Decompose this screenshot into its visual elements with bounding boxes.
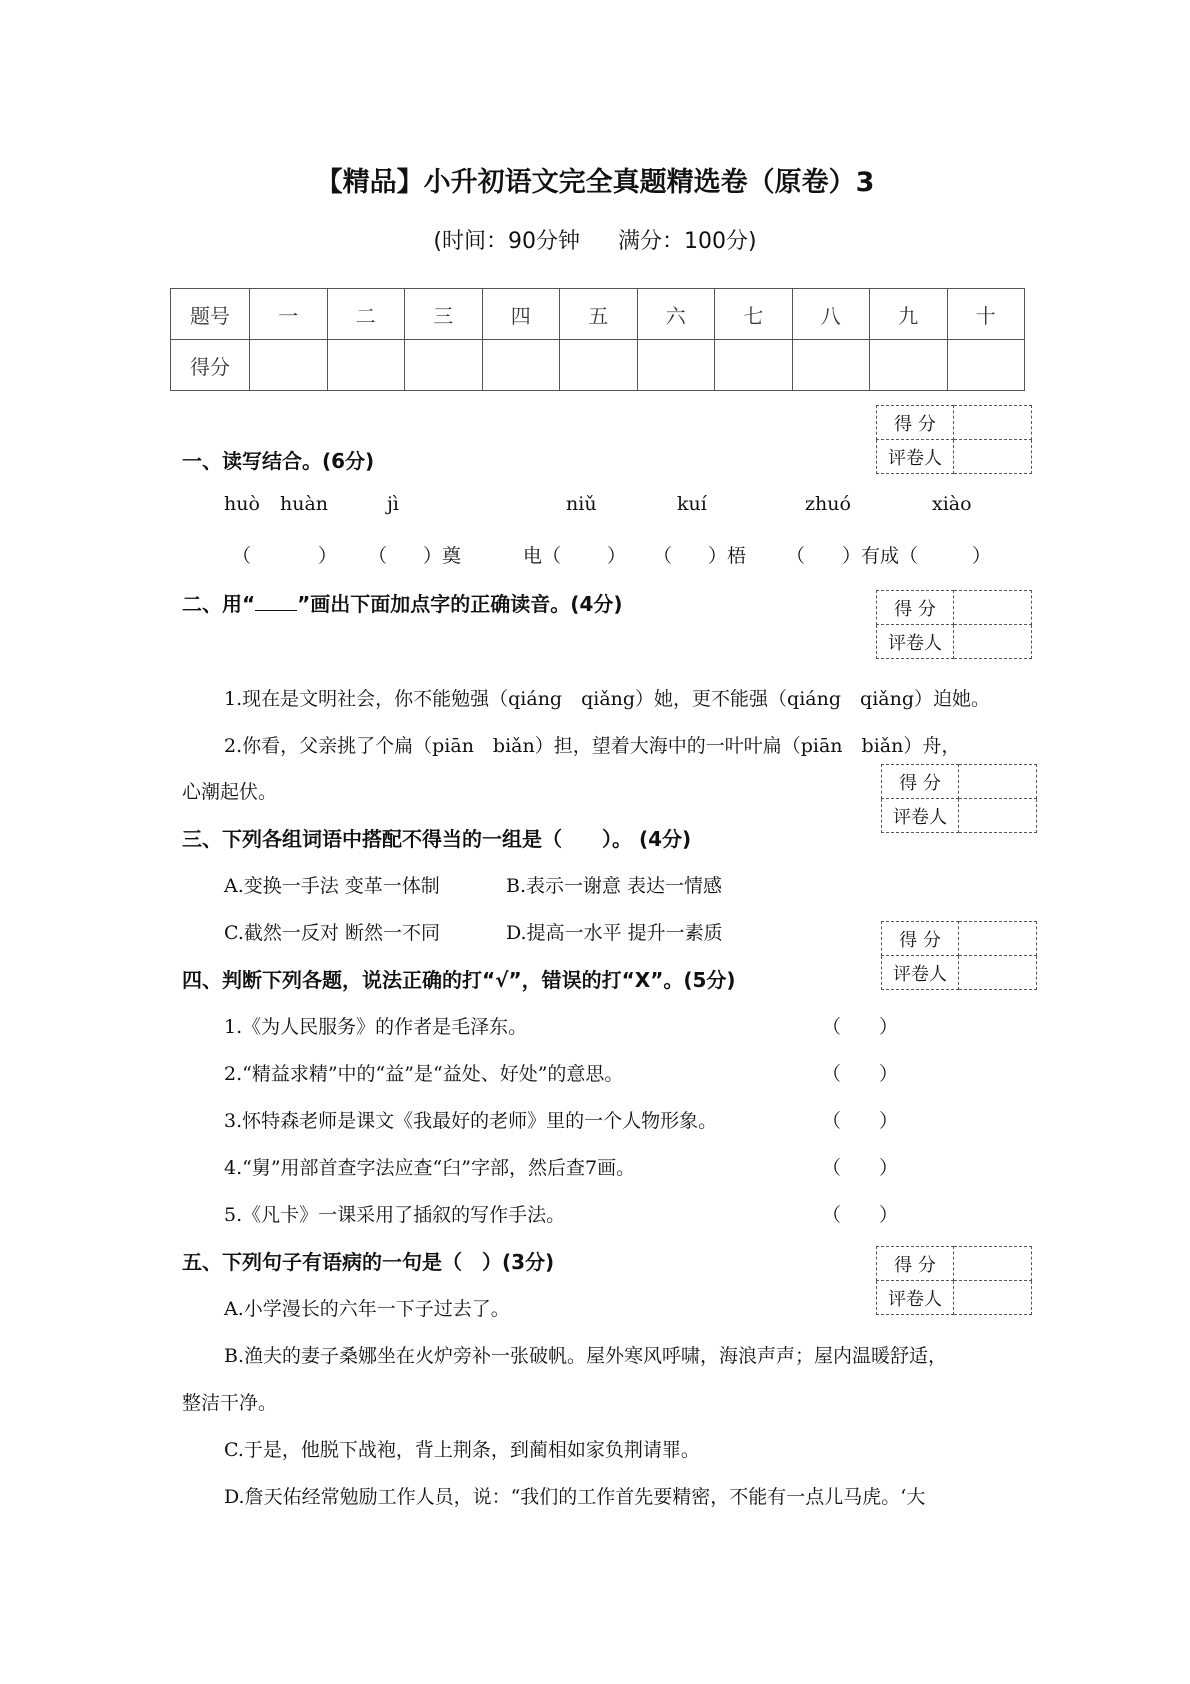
pinyin-2: huàn [280,493,329,515]
judge-item-1: 1.《为人民服务》的作者是毛泽东。 [224,1016,528,1038]
score-table-col-6: 六 [637,289,715,340]
section-2-q2-line1: 2.你看，父亲挑了个扁（piān biǎn）担，望着大海中的一叶叶扁（piān biǎn）舟， [224,735,961,757]
judge-answer-1[interactable]: （ ） [822,1016,899,1038]
blank-5-close: ）有成（ [842,545,919,567]
score-table-col-9: 九 [870,289,948,340]
grade-box-score-cell[interactable] [959,922,1037,956]
grade-box-sec2 [876,590,1032,659]
blank-5-open: （ [786,545,806,567]
judge-item-5: 5.《凡卡》一课采用了插叙的写作手法。 [224,1204,566,1226]
exam-time: (时间：90分钟 [433,229,580,254]
section-3-option-c: C.截然一反对 断然一不同 [224,922,440,944]
score-table-col-1: 一 [250,289,328,340]
grade-box-sec1 [876,405,1032,474]
score-table-label-score: 得分 [171,340,250,391]
blank-2-open: （ [368,545,388,567]
grade-box-score-label: 得 分 [882,922,959,956]
blank-4-close: ）梧 [708,545,747,567]
section-5-option-a: A.小学漫长的六年一下子过去了。 [224,1298,510,1320]
grade-box-grader-cell[interactable] [954,625,1032,659]
grade-box-score-label: 得 分 [877,406,954,440]
grade-box-score-cell[interactable] [959,765,1037,799]
grade-box-grader-cell[interactable] [959,799,1037,833]
score-table-label-number: 题号 [171,289,250,340]
section-3-title: 三、下列各组词语中搭配不得当的一组是（ ）。 (4分) [182,827,692,851]
grade-box-grader-cell[interactable] [954,440,1032,474]
judge-answer-4[interactable]: （ ） [822,1157,899,1179]
score-table [170,288,1025,391]
blank-1-open: （ [232,545,252,567]
section-3-option-a: A.变换一手法 变革一体制 [224,875,440,897]
judge-answer-2[interactable]: （ ） [822,1063,899,1085]
judge-answer-5[interactable]: （ ） [822,1204,899,1226]
section-1-title: 一、读写结合。(6分) [182,449,375,473]
score-table-col-8: 八 [792,289,870,340]
grade-box-sec3 [881,764,1037,833]
judge-item-3: 3.怀特森老师是课文《我最好的老师》里的一个人物形象。 [224,1110,718,1132]
section-5-option-b-line2: 整洁干净。 [182,1392,278,1414]
pinyin-5: kuí [677,493,707,515]
score-cell-8[interactable] [792,340,870,391]
grade-box-grader-label: 评卷人 [882,956,959,990]
judge-answer-3[interactable]: （ ） [822,1110,899,1132]
score-cell-1[interactable] [250,340,328,391]
blank-2-close: ）奠 [423,545,462,567]
pinyin-1: huò [224,493,260,515]
grade-box-grader-label: 评卷人 [877,1281,954,1315]
grade-box-score-cell[interactable] [954,406,1032,440]
grade-box-sec4 [881,921,1037,990]
section-5-option-b-line1: B.渔夫的妻子桑娜坐在火炉旁补一张破帆。屋外寒风呼啸，海浪声声；屋内温暖舒适， [224,1345,948,1367]
score-table-row-numbers [171,289,1025,340]
section-5-option-c: C.于是，他脱下战袍，背上荆条，到蔺相如家负荆请罪。 [224,1439,700,1461]
grade-box-grader-label: 评卷人 [877,625,954,659]
blank-4-open: （ [653,545,673,567]
score-table-col-3: 三 [405,289,483,340]
pinyin-6: zhuó [805,493,851,515]
grade-box-score-cell[interactable] [954,1247,1032,1281]
score-table-col-7: 七 [715,289,793,340]
score-table-col-10: 十 [947,289,1025,340]
section-2-q2-line2: 心潮起伏。 [182,781,278,803]
section-2-title [182,588,623,617]
blank-3-close: ） [607,545,627,567]
score-table-col-5: 五 [560,289,638,340]
section-3-option-d: D.提高一水平 提升一素质 [506,922,723,944]
section-3-option-b: B.表示一谢意 表达一情感 [506,875,723,897]
grade-box-grader-cell[interactable] [959,956,1037,990]
score-cell-6[interactable] [637,340,715,391]
grade-box-score-label: 得 分 [877,591,954,625]
section-2-title-post: ”画出下面加点字的正确读音。(4分) [297,592,623,616]
score-cell-10[interactable] [947,340,1025,391]
grade-box-grader-label: 评卷人 [882,799,959,833]
section-2-title-pre: 二、用“ [182,592,256,616]
blank-6-close: ） [972,545,992,567]
grade-box-grader-cell[interactable] [954,1281,1032,1315]
blank-1-close: ） [318,545,338,567]
score-table-row-scores [171,340,1025,391]
underline-sample [255,592,297,611]
score-cell-5[interactable] [560,340,638,391]
score-table-col-2: 二 [327,289,405,340]
grade-box-score-cell[interactable] [954,591,1032,625]
score-cell-4[interactable] [482,340,560,391]
pinyin-4: niǔ [566,493,597,515]
grade-box-grader-label: 评卷人 [877,440,954,474]
score-cell-9[interactable] [870,340,948,391]
judge-item-4: 4.“舅”用部首查字法应查“臼”字部，然后查7画。 [224,1157,636,1179]
grade-box-score-label: 得 分 [882,765,959,799]
pinyin-3: jì [387,493,399,515]
score-cell-3[interactable] [405,340,483,391]
section-5-option-d: D.詹天佑经常勉励工作人员，说：“我们的工作首先要精密，不能有一点儿马虎。‘大 [224,1486,926,1508]
grade-box-sec5 [876,1246,1032,1315]
section-5-title: 五、下列句子有语病的一句是（ ）(3分) [182,1250,555,1274]
score-table-col-4: 四 [482,289,560,340]
pinyin-7: xiào [932,493,972,515]
judge-item-2: 2.“精益求精”中的“益”是“益处、好处”的意思。 [224,1063,624,1085]
score-cell-2[interactable] [327,340,405,391]
exam-info [0,224,1190,255]
section-2-q1: 1.现在是文明社会，你不能勉强（qiáng qiǎng）她，更不能强（qiáng qiǎng）迫她。 [224,688,990,710]
score-cell-7[interactable] [715,340,793,391]
blank-3-open: 电（ [523,545,562,567]
page-title: 【精品】小升初语文完全真题精选卷（原卷）3 [315,167,875,198]
section-4-title: 四、判断下列各题，说法正确的打“√”，错误的打“X”。(5分) [182,968,736,992]
exam-full-score: 满分：100分) [618,229,757,254]
grade-box-score-label: 得 分 [877,1247,954,1281]
